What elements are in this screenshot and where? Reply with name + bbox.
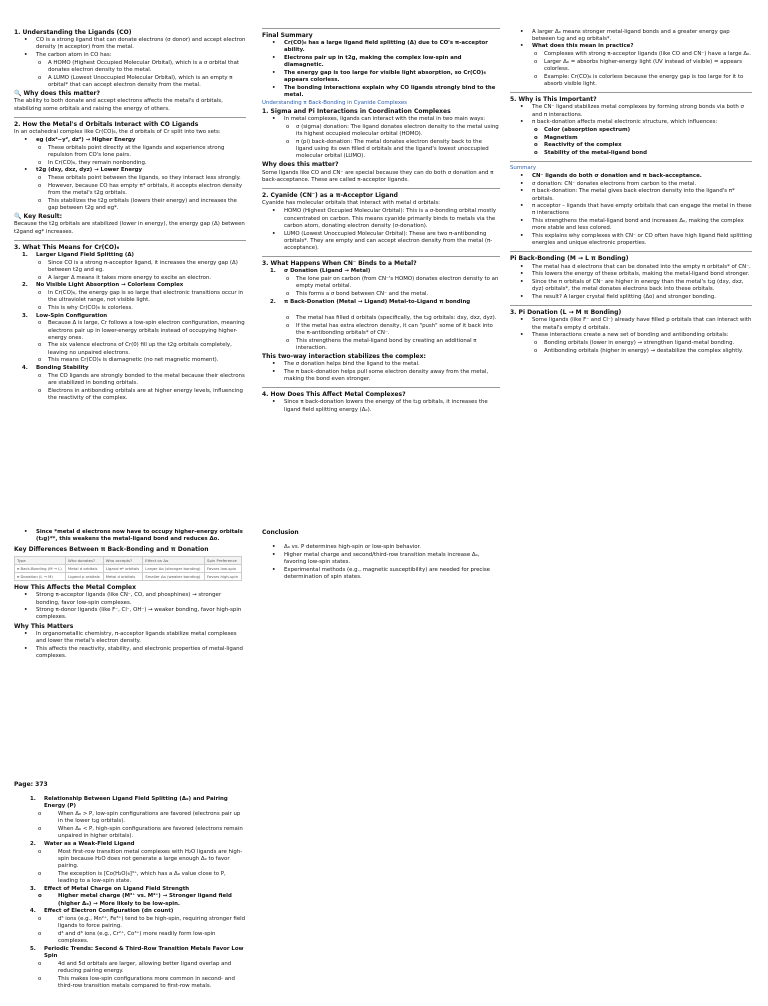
table-header-row	[15, 557, 242, 565]
list-item: • These interactions create a new set of bonding and antibonding orbitals:	[510, 332, 752, 339]
list-item: o Most first-row transition metal complexes with H₂O ligands are high-spin because H₂O does not generate a large enough Δₒ to favor pairing.	[14, 849, 246, 871]
table-cell: Favors low-spin	[205, 565, 242, 573]
section-heading: How This Affects the Metal Complex	[14, 584, 136, 592]
table-cell: π Back-Bonding (M → L)	[15, 565, 66, 573]
list-item: • In organometallic chemistry, π-acceptor ligands stabilize metal complexes and lower the metal's electron density.	[14, 631, 246, 645]
list-item: o Magnetism	[510, 135, 752, 142]
note-heading: Why does this matter?	[262, 161, 339, 169]
divider	[262, 256, 500, 257]
list-item: o Since CO is a strong π-acceptor ligand, it increases the energy gap (Δ) between t2g and eg.	[14, 260, 246, 274]
list-item: o Bonding orbitals (lower in energy) → strengthen ligand-metal bonding.	[510, 340, 752, 347]
divider	[262, 28, 500, 29]
conclusion-section	[262, 528, 500, 582]
list-item: o When Δₒ < P, high-spin configurations are favored (electrons remain unpaired in higher orbitals).	[14, 826, 246, 840]
list-item: o Color (absorption spectrum)	[510, 127, 752, 134]
list-item: o Because Δ is large, Cr follows a low-spin electron configuration, meaning electrons pair up in lower-energy orbitals instead of occupying higher-energy ones.	[14, 320, 246, 342]
section-heading: Pi Back-Bonding (M → L π Bonding)	[510, 255, 629, 263]
list-item: o The six valence electrons of Cr(0) fill up the t2g orbitals completely, leaving no unpaired electrons.	[14, 342, 246, 356]
table-cell: Metal d orbitals	[66, 565, 104, 573]
list-item: • The carbon atom in CO has:	[14, 52, 246, 59]
list-item: • π back-donation affects metal electronic structure, which influences:	[510, 119, 752, 126]
list-item: • π back-donation: The metal gives back electron density into the ligand's π* orbitals.	[510, 188, 752, 202]
numbered-item: 2. No Visible Light Absorption → Colorless Complex	[22, 282, 184, 289]
paragraph: Some ligands like CO and CN⁻ are special because they can do both σ donation and π back-acceptance. These are called π-acceptor ligands.	[262, 169, 494, 183]
table-cell: Ligand π* orbitals	[103, 565, 143, 573]
list-item: • The bonding interactions explain why CO ligands strongly bind to the metal.	[262, 85, 500, 99]
paragraph: In an octahedral complex like Cr(CO)₆, the d orbitals of Cr split into two sets:	[14, 128, 221, 135]
numbered-item: 1. Larger Ligand Field Splitting (Δ)	[22, 251, 135, 258]
divider	[510, 305, 752, 306]
list-item: • Δₒ vs. P determines high-spin or low-spin behavior.	[262, 544, 500, 551]
divider	[510, 161, 752, 162]
list-item: o If the metal has extra electron density, it can "push" some of it back into the π-antibonding orbitals* of CN⁻.	[262, 323, 500, 337]
section-heading: Why This Matters	[14, 622, 74, 630]
key-differences-table	[14, 556, 242, 581]
numbered-item: 4. Bonding Stability	[22, 365, 89, 372]
section-heading: 1. Understanding the Ligands (CO)	[14, 29, 132, 36]
numbered-item: 2. Water as a Weak-Field Ligand	[30, 840, 135, 847]
list-item: o Electrons in antibonding orbitals are at higher energy levels, influencing the reactivity of the complex.	[14, 388, 246, 402]
list-item: o The CO ligands are strongly bonded to the metal because their electrons are stabilized in bonding orbitals.	[14, 373, 246, 387]
note-heading: 🔍 Why does this matter?	[14, 90, 100, 98]
divider	[14, 117, 246, 118]
table-cell: π Donation (L → M)	[15, 573, 66, 581]
list-item: o Antibonding orbitals (higher in energy) → destabilize the complex slightly.	[510, 348, 752, 355]
list-item: • A larger Δₒ means stronger metal-ligand bonds and a greater energy gap between t₂g and eg orbitals*.	[510, 29, 752, 43]
note-heading: This two-way interaction stabilizes the complex:	[262, 352, 426, 360]
list-item: o This makes low-spin configurations more common in second- and third-row transition metals compared to first-row metals.	[14, 976, 246, 990]
list-item: • eg (dx²−y², dz²) → Higher Energy	[14, 137, 246, 144]
section-heading: 4. How Does This Affect Metal Complexes?	[262, 391, 406, 399]
list-item: o In Cr(CO)₆, they remain nonbonding.	[14, 160, 246, 167]
table-cell: Ligand p orbitals	[66, 573, 104, 581]
list-item: • σ donation: CN⁻ donates electrons from carbon to the metal.	[510, 181, 752, 188]
divider	[262, 387, 500, 388]
list-item: • The π back-donation helps pull some electron density away from the metal, making the bond even stronger.	[262, 369, 500, 383]
note-heading: 🔍 Key Result:	[14, 213, 63, 221]
column-1	[14, 28, 246, 403]
list-item: o The exception is [Co(H₂O)₆]³⁺, which has a Δₒ value close to P, leading to a low-spin state.	[14, 871, 246, 885]
list-item: • Strong π-donor ligands (like F⁻, Cl⁻, OH⁻) → weaker bonding, favor high-spin complexes.	[14, 607, 246, 621]
list-item: • π acceptor – ligands that have empty orbitals that can engage the metal in these π interactions	[510, 203, 752, 217]
list-item: • Some ligands (like F⁻ and Cl⁻) already have filled p orbitals that can interact with the metal's empty d orbitals.	[510, 317, 752, 331]
spacer	[262, 306, 500, 314]
divider	[14, 240, 246, 241]
numbered-item: 4. Effect of Electron Configuration (dn count)	[30, 908, 174, 915]
column-header: Type	[15, 557, 66, 565]
list-item: o This forms a σ bond between CN⁻ and the metal.	[262, 291, 500, 298]
list-item: • Since π back-donation lowers the energy of the t₂g orbitals, it increases the ligand field splitting energy (Δₒ).	[262, 399, 500, 413]
numbered-item: 2. π Back-Donation (Metal → Ligand) Metal-to-Ligand π bonding	[270, 298, 471, 305]
list-item: • This strengthens the metal-ligand bond and increases Δₒ, making the complex more stable and less colored.	[510, 218, 752, 232]
list-item: • Since *metal d electrons now have to occupy higher-energy orbitals (t₂g)**, this weakens the metal-ligand bond and reduces Δo.	[14, 529, 246, 543]
column-2	[262, 32, 500, 414]
list-item: o A larger Δ means it takes more energy to excite an electron.	[14, 275, 246, 282]
summary-heading: Summary	[510, 165, 537, 172]
list-item: • What does this mean in practice?	[510, 43, 752, 50]
list-item: • In metal complexes, ligands can interact with the metal in two main ways:	[262, 116, 500, 123]
list-item: • Experimental methods (e.g., magnetic susceptibility) are needed for precise determination of spin states.	[262, 567, 500, 581]
divider	[510, 92, 752, 93]
table-cell: Larger Δo (stronger bonding)	[143, 565, 205, 573]
numbered-item: 3. Low-Spin Configuration	[22, 312, 108, 319]
section-heading: 2. How the Metal's d Orbitals Interact with CO Ligands	[14, 120, 199, 128]
list-item: o These orbitals point between the ligands, so they interact less strongly.	[14, 175, 246, 182]
list-item: o Example: Cr(CO)₆ is colorless because the energy gap is too large for it to absorb visible light.	[510, 74, 752, 88]
list-item: • LUMO (Lowest Unoccupied Molecular Orbital): These are two π-antibonding orbitals*. They are empty and can accept electron density from the metal (π-acceptance).	[262, 231, 500, 253]
list-item: o This stabilizes the t2g orbitals (lowers their energy) and increases the gap between t2g and eg*.	[14, 198, 246, 212]
section-heading: 5. Why is This Important?	[510, 96, 597, 104]
list-item: • Cr(CO)₆ has a large ligand field splitting (Δ) due to CO's π-acceptor ability.	[262, 40, 500, 54]
list-item: o Reactivity of the complex	[510, 142, 752, 149]
table-cell: Favors high-spin	[205, 573, 242, 581]
table-row	[15, 565, 242, 573]
list-item: • This lowers the energy of these orbitals, making the metal-ligand bond stronger.	[510, 271, 752, 278]
list-item: • This explains why complexes with CN⁻ or CO often have high ligand field splitting energies and unique electronic properties.	[510, 233, 752, 247]
paragraph: Cyanide has molecular orbitals that interact with metal d orbitals:	[262, 200, 440, 207]
list-item: • Since the π orbitals of CN⁻ are higher in energy than the metal's t₂g (dxy, dxz, dyz) orbitals*, the metal donates electrons back into these orbitals.	[510, 279, 752, 293]
list-item: • CN⁻ ligands do both σ donation and π back-acceptance.	[510, 173, 752, 180]
list-item: • t2g (dxy, dxz, dyz) → Lower Energy	[14, 167, 246, 174]
numbered-item: 5. Periodic Trends: Second & Third-Row Transition Metals Favor Low Spin	[30, 945, 244, 959]
list-item: • HOMO (Highest Occupied Molecular Orbital): This is a σ-bonding orbital mostly concentrated on carbon. This means cyanide primarily binds to metals via the carbon atom, donating electron density (σ-donation).	[262, 208, 500, 230]
list-item: o This means Cr(CO)₆ is diamagnetic (no net magnetic moment).	[14, 357, 246, 364]
list-item: o A LUMO (Lowest Unoccupied Molecular Orbital), which is an empty π orbital* that can accept electron density from the metal.	[14, 75, 246, 89]
divider	[262, 188, 500, 189]
column-header: Spin Preference	[205, 557, 242, 565]
list-item: o These orbitals point directly at the ligands and experience strong repulsion from CO's lone pairs.	[14, 145, 246, 159]
list-item: • CO is a strong ligand that can donate electrons (σ donor) and accept electron density (π acceptor) from the metal.	[14, 37, 246, 51]
list-item: o This strengthens the metal-ligand bond by creating an additional π interaction.	[262, 338, 500, 352]
list-item: o d⁴ and d⁶ ions (e.g., Cr²⁺, Co³⁺) more readily form low-spin complexes.	[14, 931, 246, 945]
section-heading: 1. Sigma and Pi Interactions in Coordination Complexes	[262, 108, 451, 116]
section-heading: 3. Pi Donation (L → M π Bonding)	[510, 309, 622, 317]
list-item: • The σ donation helps bind the ligand to the metal.	[262, 361, 500, 368]
list-item: o A HOMO (Highest Occupied Molecular Orbital), which is a σ orbital that donates electron density to the metal.	[14, 60, 246, 74]
list-item: • The energy gap is too large for visible light absorption, so Cr(CO)₆ appears colorless.	[262, 70, 500, 84]
list-item: o σ (sigma) donation: The ligand donates electron density to the metal using its highest occupied molecular orbital (HOMO).	[262, 124, 500, 138]
list-item: • The result? A larger crystal field splitting (Δo) and stronger bonding.	[510, 294, 752, 301]
list-item: o However, because CO has empty π* orbitals, it accepts electron density from the metal's t2g orbitals.	[14, 183, 246, 197]
table-cell: Metal d orbitals	[103, 573, 143, 581]
list-item: • Electrons pair up in t2g, making the complex low-spin and diamagnetic.	[262, 55, 500, 69]
section-heading: Conclusion	[262, 529, 299, 536]
numbered-item: 3. Effect of Metal Charge on Ligand Field Strength	[30, 885, 190, 892]
column-header: Who accepts?	[103, 557, 143, 565]
list-item: • This affects the reactivity, stability, and electronic properties of metal-ligand complexes.	[14, 646, 246, 660]
numbered-item: 1. σ Donation (Ligand → Metal)	[270, 268, 371, 275]
column-header: Who donates?	[66, 557, 104, 565]
section-heading: Final Summary	[262, 32, 313, 39]
table-cell: Smaller Δo (weaker bonding)	[143, 573, 205, 581]
table-row	[15, 573, 242, 581]
list-item: o Higher metal charge (M³⁺ vs. M²⁺) → Stronger ligand field (higher Δₒ) → More likely to be low-spin.	[14, 893, 246, 907]
list-item: o d⁵ ions (e.g., Mn²⁺, Fe³⁺) tend to be high-spin, requiring stronger field ligands to force pairing.	[14, 916, 246, 930]
numbered-item: 1. Relationship Between Ligand Field Splitting (Δₒ) and Pairing Energy (P)	[30, 796, 228, 810]
divider	[510, 251, 752, 252]
list-item: • The CN⁻ ligand stabilizes metal complexes by forming strong bonds via both σ and π interactions.	[510, 104, 752, 118]
list-item: • The metal has d electrons that can be donated into the empty π orbitals* of CN⁻.	[510, 264, 752, 271]
paragraph: The ability to both donate and accept electrons affects the metal's d orbitals, stabilizing some orbitals and raising the energy of others.	[14, 98, 223, 112]
section-heading: 3. What This Means for Cr(CO)₆	[14, 243, 120, 251]
column-1-lower	[14, 528, 246, 661]
list-item: o The lone pair on carbon (from CN⁻'s HOMO) donates electron density to an empty metal orbital.	[262, 276, 500, 290]
list-item: o 4d and 5d orbitals are larger, allowing better ligand overlap and reducing pairing energy.	[14, 961, 246, 975]
list-item: • Higher metal charge and second/third-row transition metals increase Δₒ, favoring low-spin states.	[262, 552, 500, 566]
list-item: • Strong π-acceptor ligands (like CN⁻, CO, and phosphines) → stronger bonding, favor low-spin complexes.	[14, 592, 246, 606]
column-header: Effect on Δo	[143, 557, 205, 565]
section-heading: 3. What Happens When CN⁻ Binds to a Metal?	[262, 260, 417, 268]
section-link[interactable]: Understanding π Back-Bonding in Cyanide Complexes	[262, 99, 407, 106]
list-item: o This is why Cr(CO)₆ is colorless.	[14, 305, 246, 312]
table-title: Key Differences Between π Back-Bonding and π Donation	[14, 545, 209, 553]
page-label: Page: 373	[14, 781, 48, 788]
list-item: o Stability of the metal-ligand bond	[510, 150, 752, 157]
list-item: o Larger Δₒ = absorbs higher-energy light (UV instead of visible) = appears colorless.	[510, 59, 752, 73]
paragraph: Because the t2g orbitals are stabilized (lower in energy), the energy gap (Δ) between t2gand eg* increases.	[14, 221, 245, 235]
list-item: o π (pi) back-donation: The metal donates electron density back to the ligand using its own filled d orbitals and the ligand's lowest unoccupied molecular orbital (LUMO).	[262, 139, 500, 161]
list-item: o Complexes with strong π-acceptor ligands (like CO and CN⁻) have a large Δₒ.	[510, 51, 752, 58]
page-373-section	[14, 780, 246, 990]
list-item: o When Δₒ > P, low-spin configurations are favored (electrons pair up in the lower t₂g orbitals).	[14, 811, 246, 825]
column-3	[510, 28, 752, 355]
section-heading: 2. Cyanide (CN⁻) as a π-Acceptor Ligand	[262, 192, 398, 200]
list-item: o In Cr(CO)₆, the energy gap is so large that electronic transitions occur in the ultraviolet range, not visible light.	[14, 290, 246, 304]
list-item: o The metal has filled d orbitals (specifically, the t₂g orbitals: dxy, dxz, dyz).	[262, 315, 500, 322]
